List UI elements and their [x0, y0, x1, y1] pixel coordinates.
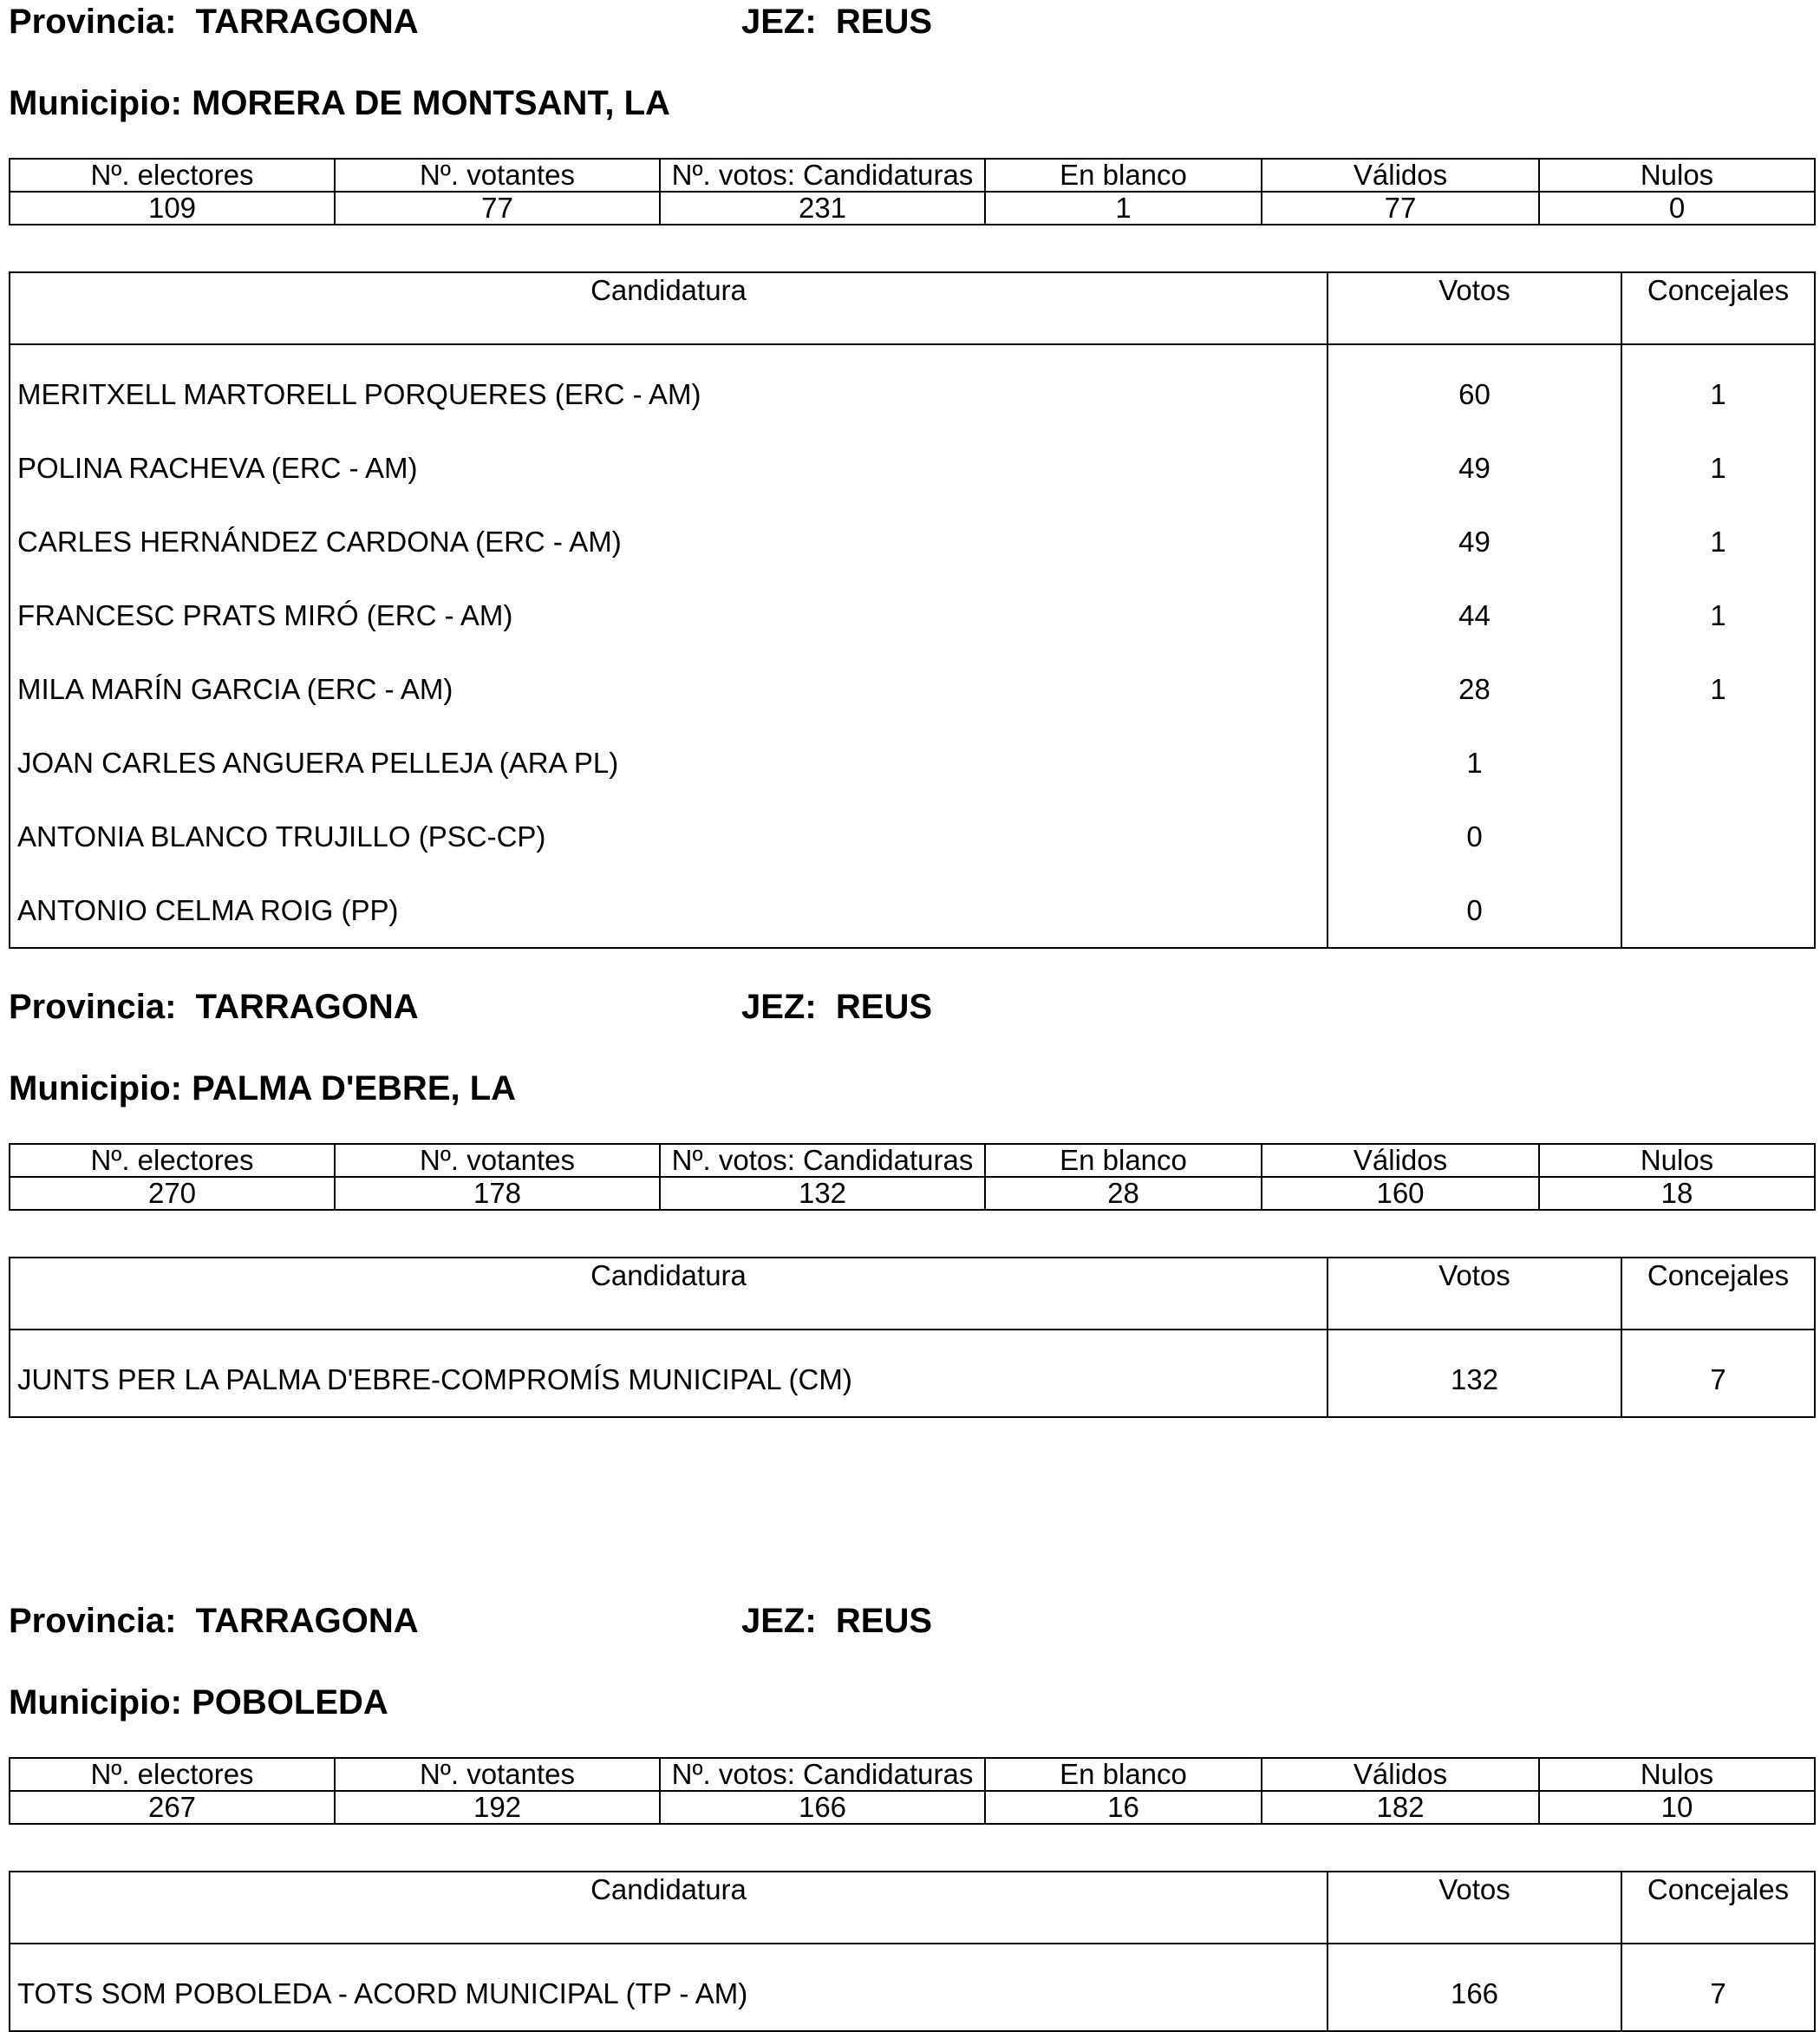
- stats-value-en-blanco: 1: [985, 192, 1262, 225]
- stats-value-validos: 160: [1262, 1177, 1539, 1210]
- stats-header-electores: Nº. electores: [10, 1144, 335, 1177]
- candidate-votos: 49: [1327, 431, 1621, 505]
- municipio-heading: Municipio: MORERA DE MONTSANT, LA: [9, 84, 670, 122]
- candidatura-header-row: [10, 1872, 1815, 1944]
- table-row: [10, 344, 1815, 431]
- provincia-heading: Provincia: TARRAGONA: [9, 3, 419, 41]
- stats-value-votantes: 77: [335, 192, 660, 225]
- stats-value-row: [10, 1177, 1815, 1210]
- candidate-votos: 60: [1327, 344, 1621, 431]
- provincia-heading: Provincia: TARRAGONA: [9, 988, 419, 1026]
- candidate-name: ANTONIO CELMA ROIG (PP): [10, 873, 1327, 948]
- stats-table: [9, 158, 1816, 225]
- table-row: [10, 1944, 1815, 2031]
- candidate-concejales: [1621, 800, 1815, 873]
- header-candidatura: Candidatura: [10, 1258, 1327, 1330]
- stats-header-validos: Válidos: [1262, 1758, 1539, 1791]
- stats-header-electores: Nº. electores: [10, 159, 335, 192]
- header-candidatura: Candidatura: [10, 1872, 1327, 1944]
- candidate-votos: 132: [1327, 1330, 1621, 1417]
- stats-value-validos: 182: [1262, 1791, 1539, 1824]
- table-row: [10, 800, 1815, 873]
- candidate-concejales: [1621, 726, 1815, 800]
- stats-value-nulos: 18: [1539, 1177, 1815, 1210]
- stats-header-votos-candidaturas: Nº. votos: Candidaturas: [660, 1758, 985, 1791]
- header-concejales: Concejales: [1621, 1872, 1815, 1944]
- candidate-name: MERITXELL MARTORELL PORQUERES (ERC - AM): [10, 344, 1327, 431]
- table-row: [10, 431, 1815, 505]
- candidate-concejales: 7: [1621, 1944, 1815, 2031]
- stats-table: [9, 1143, 1816, 1211]
- table-row: [10, 873, 1815, 948]
- stats-value-votos-candidaturas: 231: [660, 192, 985, 225]
- stats-value-row: [10, 1791, 1815, 1824]
- candidatura-table: [9, 271, 1816, 949]
- header-concejales: Concejales: [1621, 1258, 1815, 1330]
- stats-header-nulos: Nulos: [1539, 1758, 1815, 1791]
- table-row: [10, 652, 1815, 726]
- stats-value-electores: 109: [10, 192, 335, 225]
- candidate-votos: 49: [1327, 505, 1621, 578]
- candidate-concejales: 7: [1621, 1330, 1815, 1417]
- table-row: [10, 1330, 1815, 1417]
- stats-value-votantes: 178: [335, 1177, 660, 1210]
- candidatura-header-row: [10, 272, 1815, 344]
- stats-value-en-blanco: 28: [985, 1177, 1262, 1210]
- header-concejales: Concejales: [1621, 272, 1815, 344]
- stats-header-votos-candidaturas: Nº. votos: Candidaturas: [660, 1144, 985, 1177]
- stats-value-electores: 267: [10, 1791, 335, 1824]
- stats-value-electores: 270: [10, 1177, 335, 1210]
- stats-header-row: [10, 1144, 1815, 1177]
- stats-header-en-blanco: En blanco: [985, 1758, 1262, 1791]
- stats-value-votos-candidaturas: 166: [660, 1791, 985, 1824]
- candidate-name: FRANCESC PRATS MIRÓ (ERC - AM): [10, 578, 1327, 652]
- candidatura-table: [9, 1257, 1816, 1418]
- header-candidatura: Candidatura: [10, 272, 1327, 344]
- stats-value-votantes: 192: [335, 1791, 660, 1824]
- stats-value-en-blanco: 16: [985, 1791, 1262, 1824]
- stats-value-validos: 77: [1262, 192, 1539, 225]
- table-row: [10, 726, 1815, 800]
- candidate-votos: 1: [1327, 726, 1621, 800]
- candidate-votos: 0: [1327, 873, 1621, 948]
- table-row: [10, 578, 1815, 652]
- candidate-votos: 44: [1327, 578, 1621, 652]
- candidate-name: JUNTS PER LA PALMA D'EBRE-COMPROMÍS MUNICIPAL (CM): [10, 1330, 1327, 1417]
- candidate-concejales: 1: [1621, 505, 1815, 578]
- candidate-votos: 28: [1327, 652, 1621, 726]
- stats-value-row: [10, 192, 1815, 225]
- candidate-name: CARLES HERNÁNDEZ CARDONA (ERC - AM): [10, 505, 1327, 578]
- stats-header-en-blanco: En blanco: [985, 159, 1262, 192]
- candidate-concejales: 1: [1621, 431, 1815, 505]
- stats-value-votos-candidaturas: 132: [660, 1177, 985, 1210]
- stats-header-row: [10, 159, 1815, 192]
- table-row: [10, 505, 1815, 578]
- header-votos: Votos: [1327, 1258, 1621, 1330]
- provincia-heading: Provincia: TARRAGONA: [9, 1602, 419, 1640]
- stats-header-votantes: Nº. votantes: [335, 1144, 660, 1177]
- candidate-name: JOAN CARLES ANGUERA PELLEJA (ARA PL): [10, 726, 1327, 800]
- stats-header-votos-candidaturas: Nº. votos: Candidaturas: [660, 159, 985, 192]
- candidate-concejales: 1: [1621, 344, 1815, 431]
- candidate-name: POLINA RACHEVA (ERC - AM): [10, 431, 1327, 505]
- stats-header-nulos: Nulos: [1539, 159, 1815, 192]
- candidate-votos: 0: [1327, 800, 1621, 873]
- candidate-name: ANTONIA BLANCO TRUJILLO (PSC-CP): [10, 800, 1327, 873]
- stats-header-nulos: Nulos: [1539, 1144, 1815, 1177]
- jez-heading: JEZ: REUS: [741, 1602, 933, 1640]
- candidate-concejales: [1621, 873, 1815, 948]
- header-votos: Votos: [1327, 1872, 1621, 1944]
- stats-header-en-blanco: En blanco: [985, 1144, 1262, 1177]
- municipio-heading: Municipio: POBOLEDA: [9, 1683, 388, 1722]
- stats-header-votantes: Nº. votantes: [335, 1758, 660, 1791]
- candidatura-header-row: [10, 1258, 1815, 1330]
- stats-header-validos: Válidos: [1262, 159, 1539, 192]
- header-votos: Votos: [1327, 272, 1621, 344]
- jez-heading: JEZ: REUS: [741, 3, 933, 41]
- candidate-concejales: 1: [1621, 652, 1815, 726]
- jez-heading: JEZ: REUS: [741, 988, 933, 1026]
- stats-table: [9, 1757, 1816, 1825]
- candidate-votos: 166: [1327, 1944, 1621, 2031]
- stats-header-row: [10, 1758, 1815, 1791]
- stats-header-votantes: Nº. votantes: [335, 159, 660, 192]
- candidate-name: MILA MARÍN GARCIA (ERC - AM): [10, 652, 1327, 726]
- stats-value-nulos: 0: [1539, 192, 1815, 225]
- candidatura-table: [9, 1871, 1816, 2032]
- stats-header-electores: Nº. electores: [10, 1758, 335, 1791]
- municipio-heading: Municipio: PALMA D'EBRE, LA: [9, 1069, 517, 1107]
- stats-header-validos: Válidos: [1262, 1144, 1539, 1177]
- candidate-concejales: 1: [1621, 578, 1815, 652]
- stats-value-nulos: 10: [1539, 1791, 1815, 1824]
- candidate-name: TOTS SOM POBOLEDA - ACORD MUNICIPAL (TP - AM): [10, 1944, 1327, 2031]
